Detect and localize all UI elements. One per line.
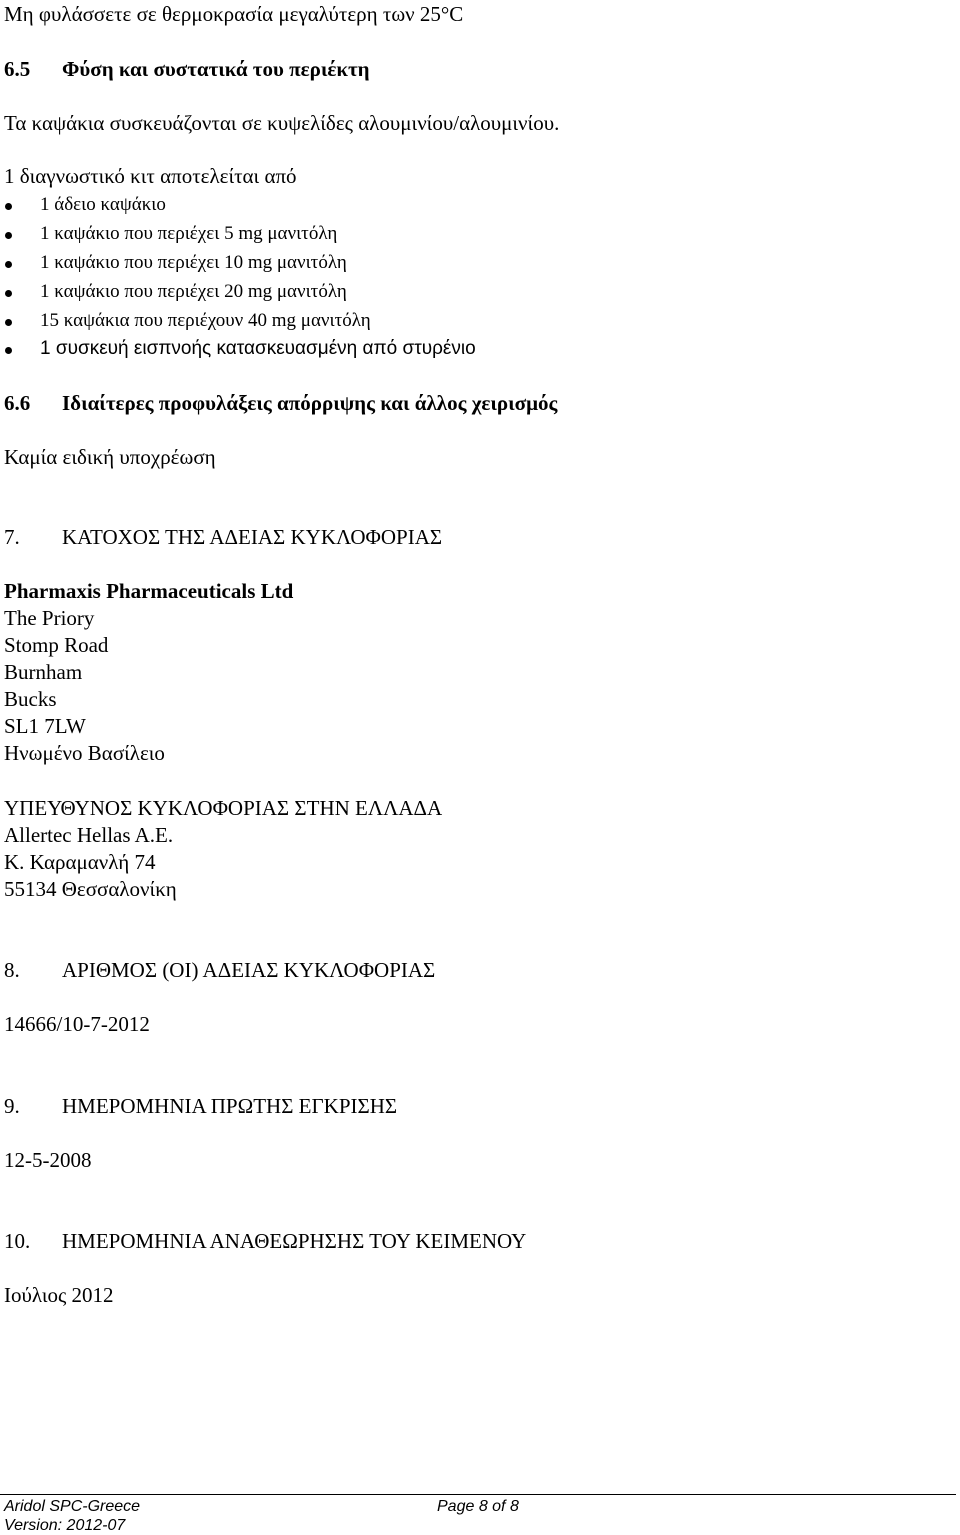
- bullet-icon: [5, 319, 12, 326]
- address-line: SL1 7LW: [4, 714, 86, 738]
- storage-text: Μη φυλάσσετε σε θερμοκρασία μεγαλύτερη των 25°C: [4, 2, 464, 26]
- bullet-icon: [5, 347, 12, 354]
- first-approval-date: 12-5-2008: [4, 1148, 92, 1172]
- section-number: 6.6: [4, 391, 31, 415]
- bullet-icon: [5, 261, 12, 268]
- address-line: Stomp Road: [4, 633, 109, 657]
- license-number: 14666/10-7-2012: [4, 1012, 150, 1036]
- section-title: ΑΡΙΘΜΟΣ (ΟΙ) ΑΔΕΙΑΣ ΚΥΚΛΟΦΟΡΙΑΣ: [62, 958, 436, 982]
- revision-date: Ιούλιος 2012: [4, 1283, 114, 1307]
- bullet-icon: [5, 203, 12, 210]
- footer-doc-name: Aridol SPC-Greece: [4, 1498, 141, 1515]
- address-line: The Priory: [4, 606, 95, 630]
- section-number: 6.5: [4, 57, 31, 81]
- section-number: 7.: [4, 525, 20, 549]
- address-line: Burnham: [4, 660, 83, 684]
- section-8-heading: [4, 958, 435, 982]
- section-number: 8.: [4, 958, 20, 982]
- company-name: Pharmaxis Pharmaceuticals Ltd: [4, 579, 294, 603]
- footer-page-number: Page 8 of 8: [437, 1498, 519, 1515]
- section-title: Ιδιαίτερες προφυλάξεις απόρριψης και άλλος χειρισμός: [62, 391, 558, 415]
- section-title: ΗΜΕΡΟΜΗΝΙΑ ΠΡΩΤΗΣ ΕΓΚΡΙΣΗΣ: [62, 1094, 398, 1118]
- kit-intro: 1 διαγνωστικό κιτ αποτελείται από: [4, 164, 297, 188]
- section-6-6-body: Καμία ειδική υποχρέωση: [4, 445, 216, 469]
- footer-divider: [0, 1494, 956, 1495]
- section-7-heading: [4, 525, 442, 549]
- section-6-5-body: Τα καψάκια συσκευάζονται σε κυψελίδες αλουμινίου/αλουμινίου.: [4, 111, 560, 135]
- section-title: ΗΜΕΡΟΜΗΝΙΑ ΑΝΑΘΕΩΡΗΣΗΣ ΤΟΥ ΚΕΙΜΕΝΟΥ: [62, 1229, 527, 1253]
- section-title: ΚΑΤΟΧΟΣ ΤΗΣ ΑΔΕΙΑΣ ΚΥΚΛΟΦΟΡΙΑΣ: [62, 525, 443, 549]
- local-rep-heading: ΥΠΕΥΘΥΝΟΣ ΚΥΚΛΟΦΟΡΙΑΣ ΣΤΗΝ ΕΛΛΑΔΑ: [4, 796, 443, 820]
- address-line: Bucks: [4, 687, 57, 711]
- section-title: Φύση και συστατικά του περιέκτη: [62, 57, 370, 81]
- bullet-icon: [5, 232, 12, 239]
- local-address-line: Κ. Καραμανλή 74: [4, 850, 156, 874]
- section-number: 9.: [4, 1094, 20, 1118]
- address-line: Ηνωμένο Βασίλειο: [4, 741, 165, 765]
- local-address-line: Allertec Hellas A.E.: [4, 823, 174, 847]
- section-6-6-heading: [4, 391, 557, 415]
- section-number: 10.: [4, 1229, 31, 1253]
- bullet-icon: [5, 290, 12, 297]
- footer-version: Version: 2012-07: [4, 1517, 126, 1534]
- section-9-heading: [4, 1094, 397, 1118]
- local-address-line: 55134 Θεσσαλονίκη: [4, 877, 177, 901]
- section-6-5-heading: [4, 57, 370, 81]
- section-10-heading: [4, 1229, 526, 1253]
